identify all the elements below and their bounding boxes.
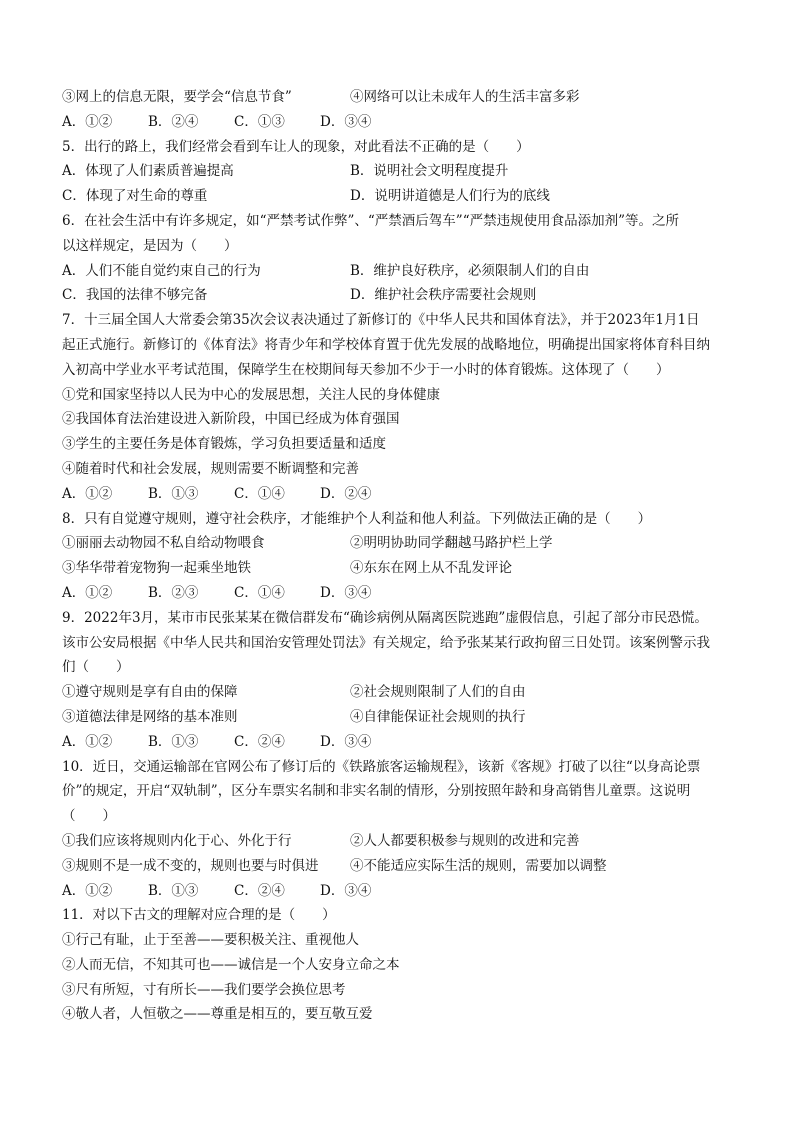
q8-option-b[interactable]: B．②③ [148, 584, 199, 601]
q10-item-1: ①我们应该将规则内化于心、外化于行 [62, 832, 292, 849]
q7-item-2: ②我国体育法治建设进入新阶段，中国已经成为体育强国 [62, 411, 400, 428]
q8-option-d[interactable]: D．③④ [320, 584, 372, 601]
q4-item-4: ④网络可以让未成年人的生活丰富多彩 [350, 89, 580, 105]
q7-item-3: ③学生的主要任务是体育锻炼，学习负担要适量和适度 [62, 436, 386, 453]
q7-option-d[interactable]: D．②④ [320, 485, 372, 502]
q9-stem-line-2: 该市公安局根据《中华人民共和国治安管理处罚法》有关规定，给予张某某行政拘留三日处罚。该案例警示我 [62, 634, 710, 651]
q9-options [62, 730, 742, 755]
q9-item-2: ②社会规则限制了人们的自由 [350, 684, 526, 701]
q10-options [62, 879, 742, 904]
q11-item-2: ②人而无信，不知其可也——诚信是一个人安身立命之本 [62, 956, 400, 973]
q5-options-row-2 [62, 184, 742, 209]
q6-stem-line-2: 以这样规定，是因为（ ） [62, 237, 238, 254]
q8-item-1: ①丽丽去动物园不私自给动物喂食 [62, 535, 265, 552]
q6-options-row-1 [62, 259, 742, 284]
q8-items-row-1 [62, 531, 742, 556]
q9-items-row-1 [62, 680, 742, 705]
q8-option-c[interactable]: C．①④ [234, 584, 285, 601]
q4-option-a[interactable]: A．①② [62, 113, 113, 130]
exam-page [62, 85, 742, 1027]
q11-item-1: ①行己有耻，止于至善——要积极关注、重视他人 [62, 932, 359, 949]
q8-item-2: ②明明协助同学翻越马路护栏上学 [350, 535, 553, 552]
q10-stem-line-3: （ ） [62, 808, 116, 825]
q10-stem-line-1: 10．近日，交通运输部在官网公布了修订后的《铁路旅客运输规程》，该新《客规》打破了以往“以身高论票 [62, 758, 701, 775]
q11-item-3: ③尺有所短，寸有所长——我们要学会换位思考 [62, 981, 346, 998]
q11-stem: 11．对以下古文的理解对应合理的是（ ） [62, 907, 336, 924]
q6-stem-line-1: 6．在社会生活中有许多规定，如“严禁考试作弊”、“严禁酒后驾车”“严禁违规使用食品添加剂”等。之所 [62, 212, 679, 229]
q7-item-1: ①党和国家坚持以人民为中心的发展思想，关注人民的身体健康 [62, 386, 440, 403]
q4-option-b[interactable]: B．②④ [148, 113, 199, 130]
q8-option-a[interactable]: A．①② [62, 584, 113, 601]
q9-stem-line-1: 9．2022年3月，某市市民张某某在微信群发布“确诊病例从隔离医院逃跑”虚假信息，引起了部分市民恐慌。 [62, 609, 708, 626]
q7-item-4: ④随着时代和社会发展，规则需要不断调整和完善 [62, 460, 359, 477]
q5-option-b[interactable]: B．说明社会文明程度提升 [350, 163, 509, 180]
q10-option-c[interactable]: C．②④ [234, 882, 285, 899]
q4-items-row [62, 85, 742, 110]
q9-item-4: ④自律能保证社会规则的执行 [350, 708, 526, 725]
q5-option-c[interactable]: C．体现了对生命的尊重 [62, 188, 208, 205]
q8-stem: 8．只有自觉遵守规则，遵守社会秩序，才能维护个人利益和他人利益。下列做法正确的是（ ） [62, 510, 652, 527]
q10-items-row-2 [62, 854, 742, 879]
q9-option-b[interactable]: B．①③ [148, 733, 199, 750]
q6-option-c[interactable]: C．我国的法律不够完备 [62, 287, 208, 304]
q10-items-row-1 [62, 829, 742, 854]
q9-option-a[interactable]: A．①② [62, 733, 113, 750]
q7-stem-line-2: 起正式施行。新修订的《体育法》将青少年和学校体育置于优先发展的战略地位，明确提出国家将体育科目纳 [62, 336, 710, 353]
q10-option-d[interactable]: D．③④ [320, 882, 372, 899]
q6-option-b[interactable]: B．维护良好秩序，必须限制人们的自由 [350, 262, 590, 279]
q8-options [62, 581, 742, 606]
q9-option-c[interactable]: C．②④ [234, 733, 285, 750]
q8-items-row-2 [62, 556, 742, 581]
q6-option-a[interactable]: A．人们不能自觉约束自己的行为 [62, 262, 261, 279]
q7-option-b[interactable]: B．①③ [148, 485, 199, 502]
q8-item-3: ③华华带着宠物狗一起乘坐地铁 [62, 560, 251, 577]
q10-stem-line-2: 价”的规定，开启“双轨制”，区分车票实名制和非实名制的情形，分别按照年龄和身高销售儿童票。这说明 [62, 783, 691, 800]
q4-option-d[interactable]: D．③④ [320, 113, 372, 130]
q10-option-a[interactable]: A．①② [62, 882, 113, 899]
q7-option-c[interactable]: C．①④ [234, 485, 285, 502]
q7-option-a[interactable]: A．①② [62, 485, 113, 502]
q6-option-d[interactable]: D．维护社会秩序需要社会规则 [350, 287, 537, 304]
q9-stem-line-3: 们（ ） [62, 659, 130, 676]
q10-item-4: ④不能适应实际生活的规则，需要加以调整 [350, 857, 607, 874]
q5-option-d[interactable]: D．说明讲道德是人们行为的底线 [350, 188, 550, 205]
q7-options [62, 482, 742, 507]
q5-option-a[interactable]: A．体现了人们素质普遍提高 [62, 163, 234, 180]
q4-option-c[interactable]: C．①③ [234, 113, 285, 130]
q6-options-row-2 [62, 283, 742, 308]
q11-item-4: ④敬人者，人恒敬之——尊重是相互的，要互敬互爱 [62, 1006, 373, 1023]
q5-options-row-1 [62, 159, 742, 184]
q4-item-3: ③网上的信息无限，要学会“信息节食” [62, 89, 292, 105]
q10-item-2: ②人人都要积极参与规则的改进和完善 [350, 832, 580, 849]
q10-option-b[interactable]: B．①③ [148, 882, 199, 899]
q9-option-d[interactable]: D．③④ [320, 733, 372, 750]
q9-item-1: ①遵守规则是享有自由的保障 [62, 684, 238, 701]
q7-stem-line-3: 入初高中学业水平考试范围，保障学生在校期间每天参加不少于一小时的体育锻炼。这体现了（ ） [62, 361, 670, 378]
q9-items-row-2 [62, 705, 742, 730]
q4-options [62, 110, 742, 135]
q7-stem-line-1: 7．十三届全国人大常委会第35次会议表决通过了新修订的《中华人民共和国体育法》，并于2023年1月1日 [62, 312, 700, 329]
q8-item-4: ④东东在网上从不乱发评论 [350, 560, 512, 577]
q9-item-3: ③道德法律是网络的基本准则 [62, 708, 238, 725]
q10-item-3: ③规则不是一成不变的，规则也要与时俱进 [62, 857, 319, 874]
q5-stem: 5．出行的路上，我们经常会看到车让人的现象，对此看法不正确的是（ ） [62, 138, 530, 155]
